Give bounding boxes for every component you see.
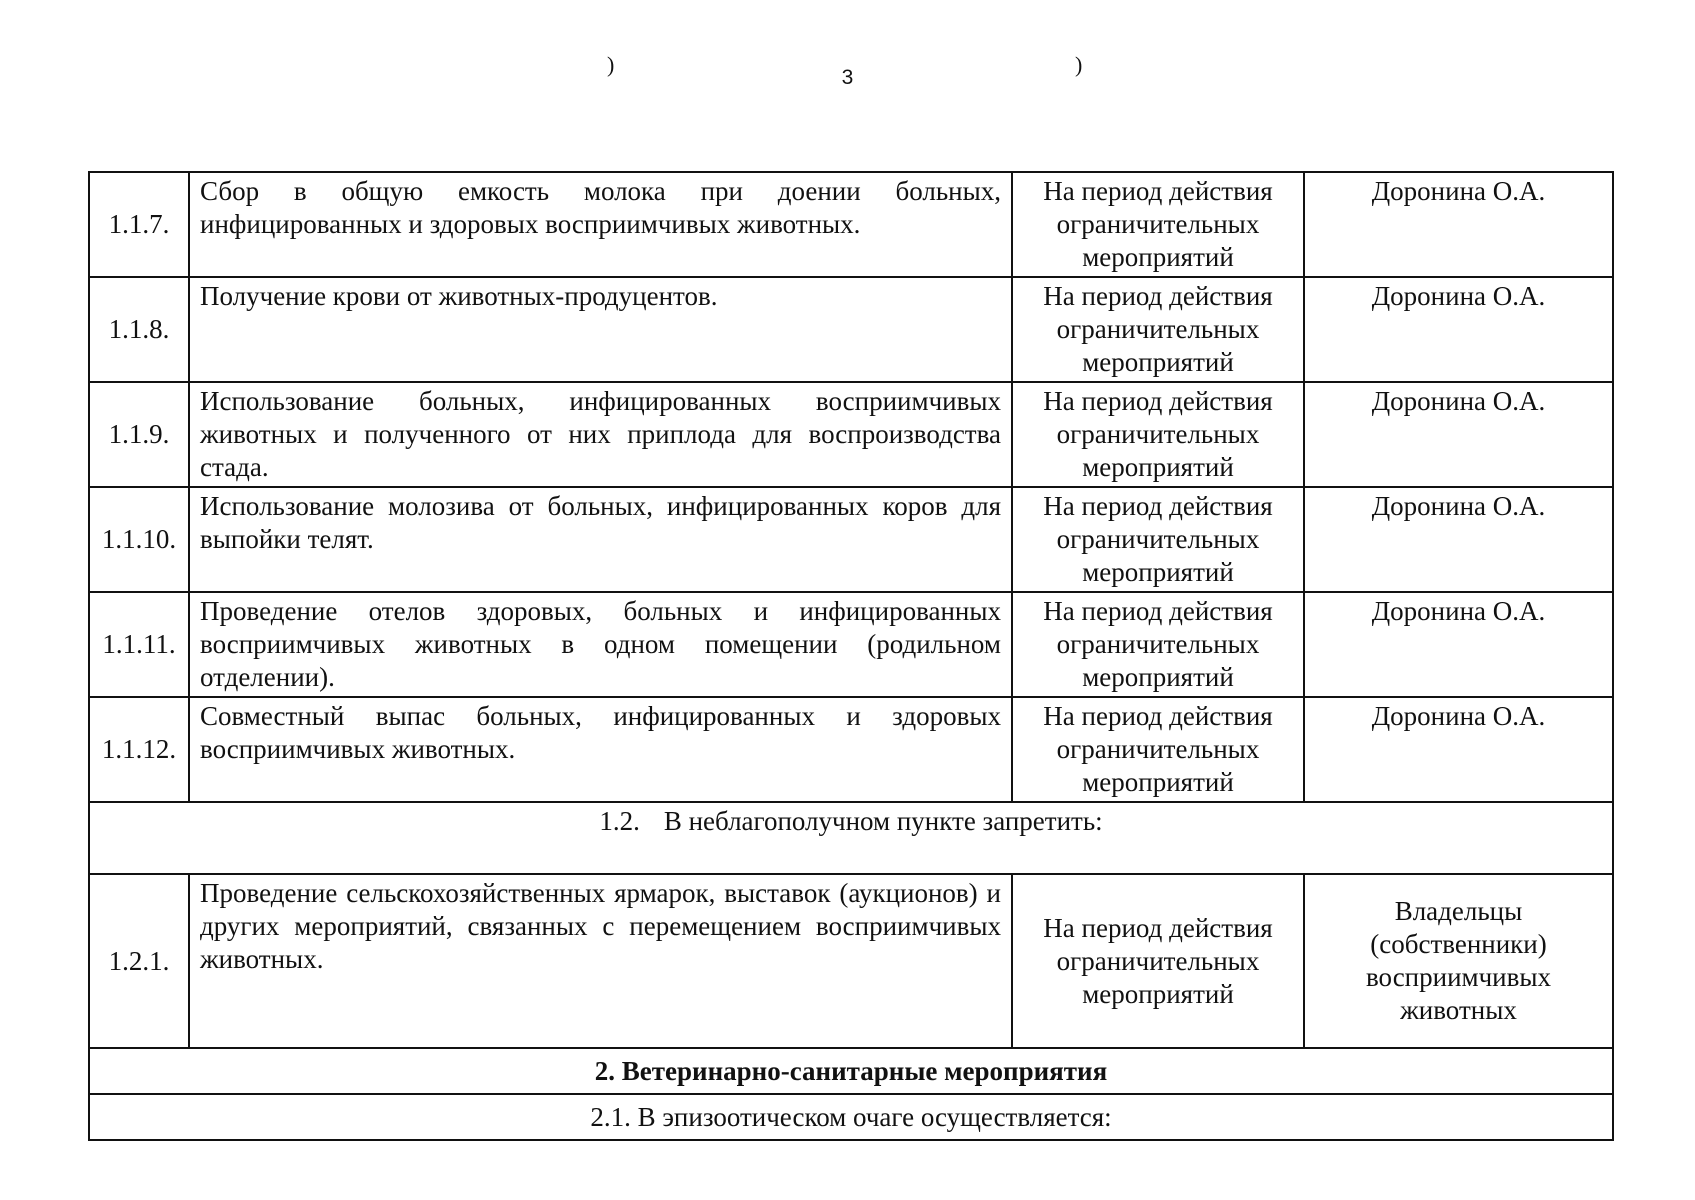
item-description: Проведение отелов здоровых, больных и инфицированных восприимчивых животных в одном помещении (родильном отделении). [189, 592, 1012, 697]
table-row [89, 382, 1613, 487]
subsection-heading: 2.1. В эпизоотическом очаге осуществляется: [89, 1094, 1613, 1140]
item-responsible: Доронина О.А. [1304, 277, 1613, 382]
subsection-text: В неблагополучном пункте запретить: [663, 806, 1103, 836]
measures-table [88, 171, 1614, 1141]
subsection-row [89, 1094, 1613, 1140]
item-term: На период действия ограничительных мероприятий [1012, 172, 1304, 277]
subsection-heading [89, 802, 1613, 874]
item-description: Сбор в общую емкость молока при доении больных, инфицированных и здоровых восприимчивых животных. [189, 172, 1012, 277]
table-row [89, 277, 1613, 382]
item-description: Использование больных, инфицированных восприимчивых животных и полученного от них приплода для воспроизводства стада. [189, 382, 1012, 487]
table-row [89, 172, 1613, 277]
item-responsible: Доронина О.А. [1304, 382, 1613, 487]
subsection-row [89, 802, 1613, 874]
item-description: Использование молозива от больных, инфицированных коров для выпойки телят. [189, 487, 1012, 592]
item-number: 1.1.8. [89, 277, 189, 382]
subsection-number: 1.2. [599, 806, 640, 836]
item-responsible: Владельцы (собственники) восприимчивых животных [1304, 874, 1613, 1048]
scan-mark-left: ) [607, 52, 615, 77]
item-number: 1.1.12. [89, 697, 189, 802]
page-number: 3 [841, 66, 854, 89]
item-number: 1.1.9. [89, 382, 189, 487]
item-responsible: Доронина О.А. [1304, 487, 1613, 592]
item-term: На период действия ограничительных мероприятий [1012, 874, 1304, 1048]
item-description: Совместный выпас больных, инфицированных и здоровых восприимчивых животных. [189, 697, 1012, 802]
item-term: На период действия ограничительных мероприятий [1012, 697, 1304, 802]
section-heading: 2. Ветеринарно-санитарные мероприятия [89, 1048, 1613, 1094]
item-number: 1.1.10. [89, 487, 189, 592]
item-number: 1.1.11. [89, 592, 189, 697]
item-number: 1.2.1. [89, 874, 189, 1048]
item-responsible: Доронина О.А. [1304, 697, 1613, 802]
section-row [89, 1048, 1613, 1094]
item-term: На период действия ограничительных мероприятий [1012, 487, 1304, 592]
item-term: На период действия ограничительных мероприятий [1012, 277, 1304, 382]
table-row [89, 592, 1613, 697]
table-row [89, 874, 1613, 1048]
item-responsible: Доронина О.А. [1304, 592, 1613, 697]
item-responsible: Доронина О.А. [1304, 172, 1613, 277]
item-term: На период действия ограничительных мероприятий [1012, 592, 1304, 697]
item-term: На период действия ограничительных мероприятий [1012, 382, 1304, 487]
item-number: 1.1.7. [89, 172, 189, 277]
table-row [89, 697, 1613, 802]
item-description: Проведение сельскохозяйственных ярмарок, выставок (аукционов) и других мероприятий, связанных с перемещением восприимчивых животных. [189, 874, 1012, 1048]
table-row [89, 487, 1613, 592]
item-description: Получение крови от животных-продуцентов. [189, 277, 1012, 382]
scan-mark-right: ) [1075, 52, 1083, 77]
